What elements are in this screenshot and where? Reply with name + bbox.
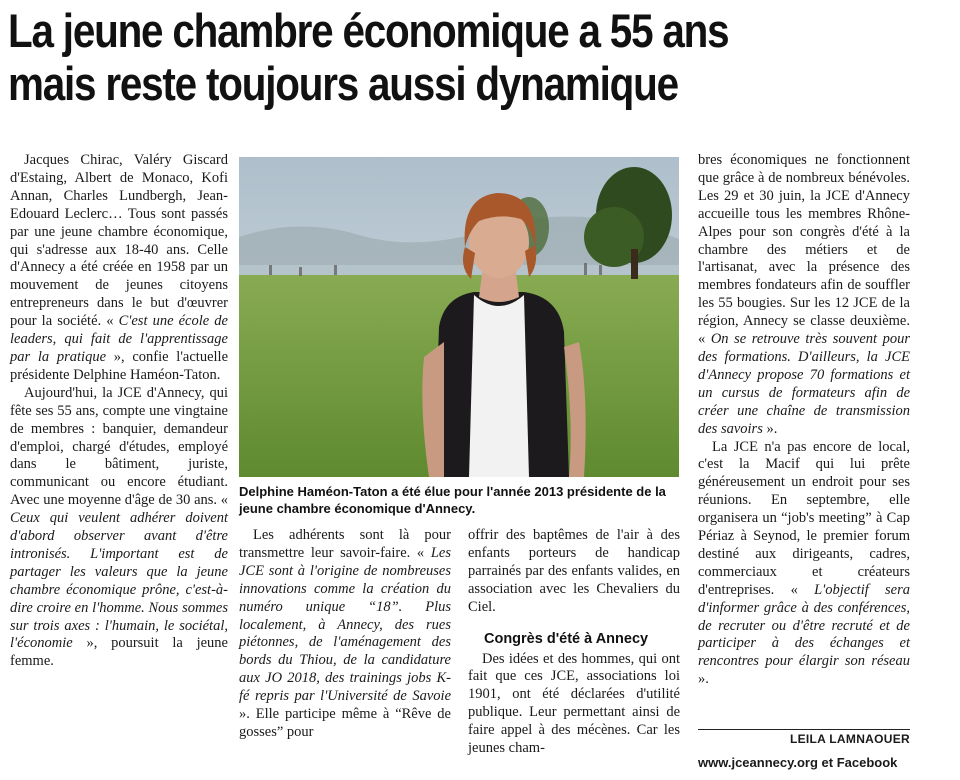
column-2 [239,527,451,742]
paragraph: Des idées et des hommes, qui ont fait que ces JCE, associations loi 1901, ont été déclarées d'utilité publique. Leur permettant ainsi de faire appel à des mécènes. Car les jeunes cham- [468,650,680,757]
author-byline: LEILA LAMNAOUER [698,729,910,746]
section-subhead: Congrès d'été à Annecy [484,630,649,647]
article-headline [8,4,820,110]
portrait-photo [239,157,679,477]
column-1 [10,152,228,671]
headline-line-1: La jeune chambre économique a 55 ans [8,4,729,57]
column-3 [468,527,680,758]
paragraph: Aujourd'hui, la JCE d'Annecy, qui fête ses 55 ans, compte une vingtaine de membres : banquier, demandeur d'emploi, chargé d'études, employé dans le bâtiment, juriste, communicant ou encore étudiant. Avec une moyenne d'âge de 30 ans. « Ceux qui veulent adhérer doivent d'abord observer avant d'être intronisés. L'important est de partager les valeurs que la jeune chambre économique prône, c'est-à-dire croire en l'homme. Nous sommes sur trois axes : l'humain, le sociétal, l'économie », poursuit la jeune femme. [10,384,228,670]
headline-line-2: mais reste toujours aussi dynamique [8,57,678,110]
photo-caption: Delphine Haméon-Taton a été élue pour l'année 2013 présidente de la jeune chambre économique d'Annecy. [239,484,666,516]
paragraph: bres économiques ne fonctionnent que grâce à de nombreux bénévoles. Les 29 et 30 juin, la JCE d'Annecy accueille tous les membres Rhône-Alpes pour son congrès d'été à la chambre des métiers et de l'artisanat, avec la présence des membres fondateurs afin de souffler les 55 bougies. Sur les 12 JCE de la région, Annecy se classe deuxième. « On se retrouve très souvent pour des formations. D'ailleurs, la JCE d'Annecy propose 70 formations et un cursus de formateurs afin de créer une chaîne de transmission des savoirs ». [698,152,910,437]
paragraph: offrir des baptêmes de l'air à des enfants porteurs de handicap parrainés par des enfants valides, en association avec les Chevaliers du Ciel. [468,527,680,615]
paragraph: La JCE n'a pas encore de local, c'est la Macif qui lui prête généreusement un endroit pour ses réunions. En septembre, elle organisera un “job's meeting” à Cap Périaz à Seynod, le premier forum destiné aux dirigeants, cadres, commerciaux et créateurs d'entreprises. « L'objectif sera d'informer grâce à des conférences, de recruter ou d'être recruté et de participer à des échanges et rencontres pour élargir son réseau ». [698,438,911,688]
column-4 [698,152,910,689]
website-credit: www.jceannecy.org et Facebook [698,755,898,770]
paragraph: Les adhérents sont là pour transmettre leur savoir-faire. « Les JCE sont à l'origine de nombreuses innovations comme la création du numéro unique “18”. Plus localement, à Annecy, des rues piétonnes, de l'aménagement des bords du Thiou, de la candidature aux JO 2018, des trainings jobs K-fé repris par l'Université de Savoie ». Elle participe même à “Rêve de gosses” pour [239,527,451,740]
paragraph: Jacques Chirac, Valéry Giscard d'Estaing, Albert de Monaco, Kofi Annan, Charles Lundbergh, Jean-Edouard Leclerc… Tous sont passés par une jeune chambre économique, qui s'adresse aux 18-40 ans. Celle d'Annecy a été créée en 1958 par un mouvement de jeunes citoyens entrepreneurs dans le but d'œuvrer pour la société. « C'est une école de leaders, qui fait de l'apprentissage par la pratique », confie l'actuelle présidente Delphine Haméon-Taton. [10,152,229,383]
photo-illustration [239,157,679,477]
